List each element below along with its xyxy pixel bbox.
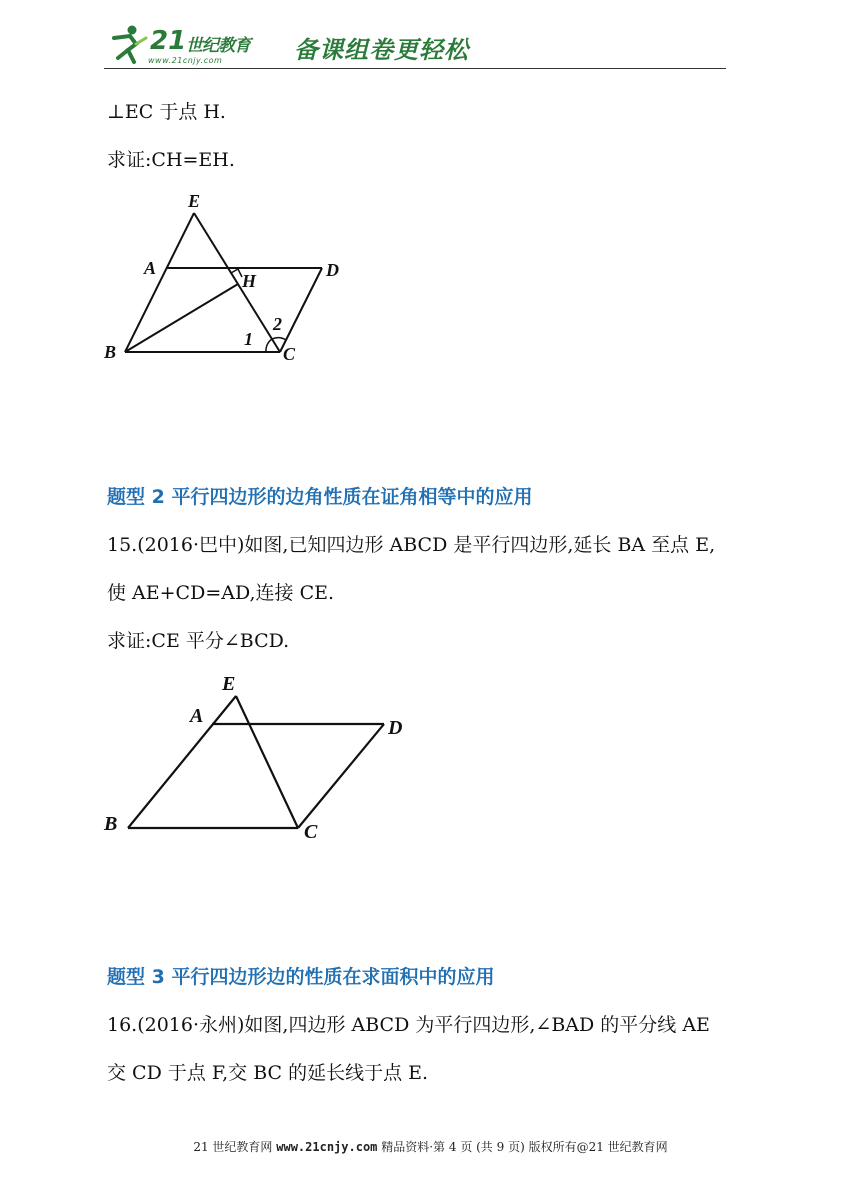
q14-continuation: ⊥EC 于点 H. bbox=[107, 101, 226, 123]
q16-line2: 交 CD 于点 F,交 BC 的延长线于点 E. bbox=[107, 1062, 429, 1084]
section-title-2: 题型 2 平行四边形的边角性质在证角相等中的应用 bbox=[107, 486, 533, 508]
label-angle-2: 2 bbox=[273, 314, 282, 334]
logo-url: www.21cnjy.com bbox=[148, 56, 223, 65]
angle-1-arc bbox=[266, 339, 272, 352]
logo-text: 世纪教育 bbox=[186, 36, 250, 56]
header-divider bbox=[104, 68, 726, 69]
q15-line1: 15.(2016·巴中)如图,已知四边形 ABCD 是平行四边形,延长 BA 至点 E, bbox=[107, 534, 716, 556]
label-d: D bbox=[326, 260, 339, 280]
figure-q14 bbox=[100, 188, 360, 368]
q16-line1: 16.(2016·永州)如图,四边形 ABCD 为平行四边形,∠BAD 的平分线 AE bbox=[107, 1014, 710, 1036]
segment-dc bbox=[298, 724, 384, 828]
segment-ec bbox=[194, 213, 280, 352]
q15-prove: 求证:CE 平分∠BCD. bbox=[107, 630, 290, 652]
label-c: C bbox=[283, 344, 296, 364]
q14-prove: 求证:CH=EH. bbox=[107, 149, 235, 171]
label-e: E bbox=[222, 673, 236, 695]
angle-2-arc bbox=[272, 338, 286, 340]
footer-page-info: 精品资料·第 4 页 (共 9 页) 版权所有@21 世纪教育网 bbox=[381, 1140, 668, 1154]
label-b: B bbox=[104, 342, 117, 362]
label-c: C bbox=[304, 821, 318, 843]
segment-be bbox=[128, 696, 236, 828]
label-a: A bbox=[190, 705, 204, 727]
header-slogan: 备课组卷更轻松 bbox=[294, 36, 469, 64]
segment-ec bbox=[236, 696, 298, 828]
label-b: B bbox=[104, 813, 118, 835]
footer-site-link[interactable]: www.21cnjy.com bbox=[276, 1140, 378, 1154]
q15-line2: 使 AE+CD=AD,连接 CE. bbox=[107, 582, 335, 604]
label-angle-1: 1 bbox=[244, 329, 253, 349]
runner-logo-icon bbox=[106, 24, 150, 66]
page-footer bbox=[0, 1138, 861, 1155]
label-a: A bbox=[144, 258, 157, 278]
footer-prefix: 21 世纪教育网 bbox=[193, 1140, 273, 1154]
figure-q15 bbox=[100, 668, 420, 848]
label-d: D bbox=[388, 717, 403, 739]
page-header bbox=[104, 22, 726, 70]
section-title-3: 题型 3 平行四边形边的性质在求面积中的应用 bbox=[107, 966, 495, 988]
label-h: H bbox=[242, 271, 257, 291]
logo-number: 21 bbox=[150, 26, 187, 56]
label-e: E bbox=[188, 191, 201, 211]
